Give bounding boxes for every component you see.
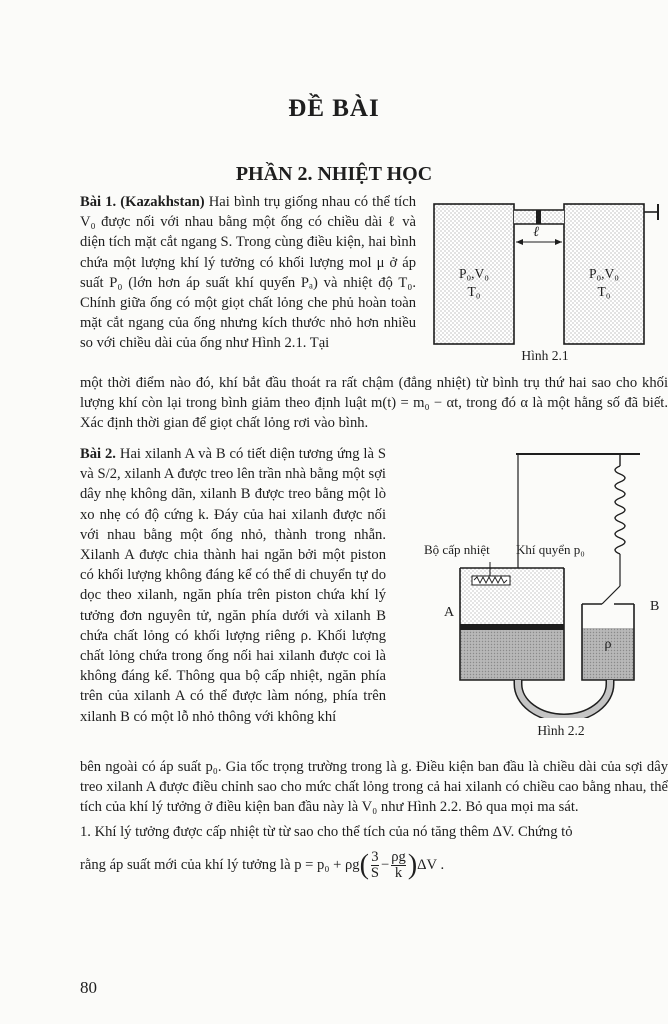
problem1-body-narrow: Hai bình trụ giống nhau có thể tích V₀ được nối với nhau bằng một ống có chiều dài ℓ và diện tích mặt cắt ngang S. Trong cùng điều kiện, hai bình chứa một lượng khí lý tưởng có khối lượng mol μ ở áp suất P₀ (lớn hơn áp suất khí quyển Pₐ) và nhiệt độ T₀. Chính giữa ống có một giọt chất lỏng che phủ hoàn toàn mặt cắt ngang của ống nhưng kích thước nhỏ hơn nhiều so với chiều dài của ống như Hình 2.1. Tại	[80, 194, 416, 352]
problem2-text-full: bên ngoài có áp suất p₀. Gia tốc trọng trường trong là g. Điều kiện ban đầu là chiều dài của sợi dây treo xilanh A được điều chỉnh sao cho mức chất lỏng trong cả hai xilanh có chiều cao bằng nhau, thể tích của khí lý tưởng ở điều kiện ban đầu này là V₀ như Hình 2.2. Bỏ qua mọi ma sát.	[80, 759, 668, 816]
liquid-drop	[536, 210, 541, 224]
rho-label: ρ	[604, 637, 612, 652]
cylinder-b-label: B	[650, 599, 660, 614]
right-state-label: P₀,V₀	[588, 266, 620, 281]
problem2-text-narrow	[80, 444, 386, 727]
figure-2-1	[420, 198, 668, 370]
formula-frac2-num: ρg	[391, 849, 406, 865]
figure-2-1-caption: Hình 2.1	[521, 348, 569, 363]
length-dimension	[516, 239, 562, 245]
formula-fraction-1	[371, 850, 379, 881]
formula-frac2-den: k	[394, 865, 403, 881]
spring	[602, 454, 625, 604]
formula-minus: −	[381, 856, 390, 873]
problem1-text-narrow	[80, 192, 416, 354]
problem1-text-full: một thời điểm nào đó, khí bắt đầu thoát ra rất chậm (đẳng nhiệt) từ bình trụ thứ hai sao cho khối lượng khí còn lại trong bình giảm theo định luật m(t) = m₀ − αt, trong đó α là một hằng số đã biết. Xác định thời gian để giọt chất lỏng rơi vào bình.	[80, 375, 668, 432]
right-temp-label: T₀	[597, 284, 611, 299]
formula-frac1-den: S	[370, 865, 380, 881]
outlet-valve	[644, 204, 658, 220]
left-state-label: P₀,V₀	[458, 266, 490, 281]
figure-2-2	[418, 448, 668, 718]
problem1-label: Bài 1. (Kazakhstan)	[80, 194, 205, 210]
section-title: PHẦN 2. NHIỆT HỌC	[235, 163, 433, 185]
problem2-question1: 1. Khí lý tưởng được cấp nhiệt từ từ sao cho thể tích của nó tăng thêm ΔV. Chứng tỏ	[80, 824, 573, 840]
length-label: ℓ	[533, 225, 539, 240]
problem2-body-narrow: Hai xilanh A và B có tiết diện tương ứng là S và S/2, xilanh A được treo lên trần nhà bằng một sợi dây nhẹ không dãn, xilanh B được treo bằng một lò xo nhẹ có độ cứng k. Đáy của hai xilanh được nối với nhau bằng một ống nhỏ, thành trong nhẵn. Xilanh A được chia thành hai ngăn bởi một piston có khối lượng không đáng kể có thể di chuyển tự do dọc theo xilanh, ngăn phía trên piston chứa khí lý tưởng đơn nguyên tử, ngăn phía dưới và xilanh B chứa chất lỏng có khối lượng riêng ρ. Khối lượng chất lỏng chứa trong ống nối hai xilanh được coi là không đáng kể. Thông qua bộ cấp nhiệt, ngăn phía trên của xilanh A có thể được làm nóng, phía trên xilanh B có một lỗ nhỏ thông với không khí	[80, 446, 387, 725]
problem2-label: Bài 2.	[80, 446, 116, 462]
left-temp-label: T₀	[467, 284, 481, 299]
pressure-formula: rằng áp suất mới của khí lý tưởng là p = p₀ + ρg( $\frac{3}{S}$ − $\frac{\rho g}{k}$ )ΔV .	[80, 849, 445, 881]
figure-2-2-caption: Hình 2.2	[537, 723, 585, 738]
formula-fraction-2	[391, 850, 406, 881]
page-title: ĐỀ BÀI	[288, 95, 380, 122]
connecting-u-tube	[518, 680, 610, 718]
formula-lead: rằng áp suất mới của khí lý tưởng là p = p₀ + ρg	[80, 856, 360, 873]
formula-tail: ΔV .	[417, 856, 445, 873]
page-number: 80	[80, 978, 97, 997]
cylinder-a-label: A	[444, 605, 455, 620]
atmosphere-label: Khí quyển p₀	[516, 542, 585, 557]
heater-label: Bộ cấp nhiệt	[424, 542, 490, 557]
formula-frac1-num: 3	[371, 849, 379, 865]
